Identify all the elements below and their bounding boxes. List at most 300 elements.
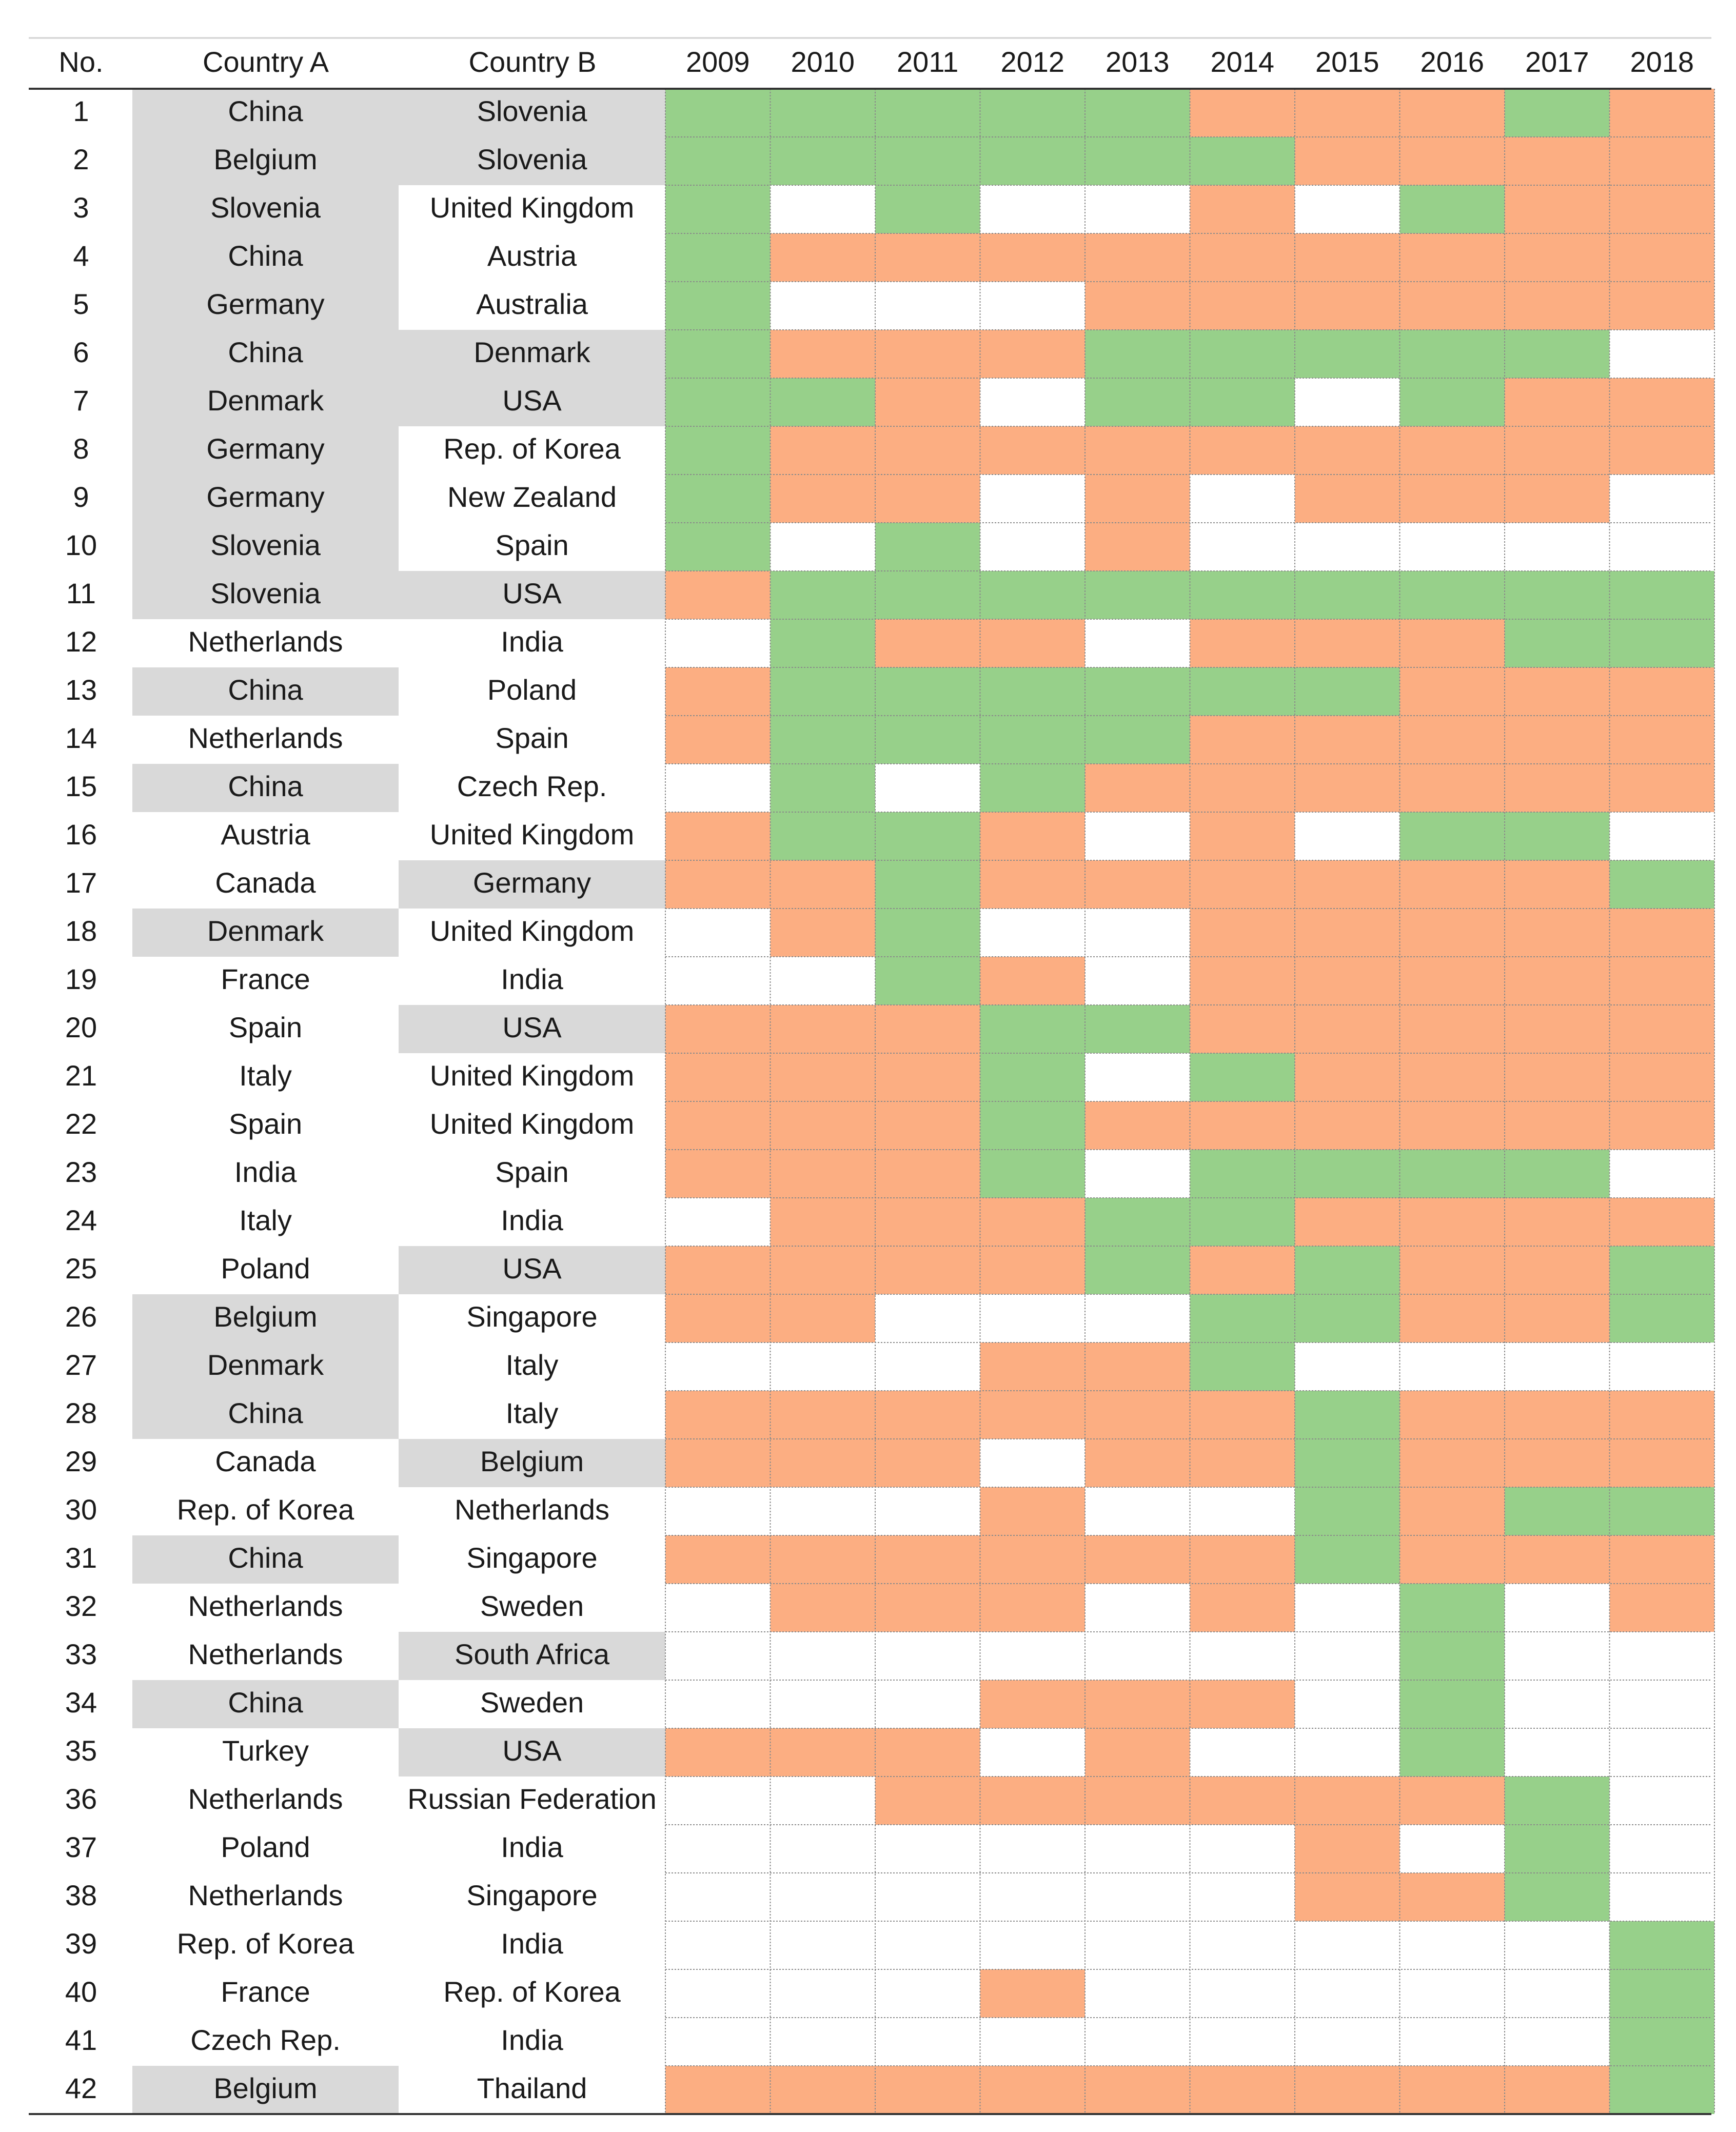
heat-cell <box>1505 1776 1610 1825</box>
heat-cell <box>665 233 771 282</box>
heat-cell <box>1610 1246 1715 1294</box>
header-no: No. <box>58 45 104 78</box>
heat-cell <box>1295 1487 1400 1535</box>
heat-cell <box>875 764 980 812</box>
heat-cell <box>875 860 980 909</box>
heat-cell <box>771 1294 876 1343</box>
heat-cell <box>771 89 876 137</box>
heat-cell <box>1610 1632 1715 1680</box>
country-b-label: Singapore <box>466 1541 598 1574</box>
heat-cell <box>875 716 980 764</box>
country-b-label: Thailand <box>477 2071 587 2104</box>
country-b-label: USA <box>502 577 562 609</box>
heat-cell <box>1505 2066 1610 2114</box>
row-number: 30 <box>65 1493 97 1526</box>
heat-cell <box>980 330 1086 378</box>
heat-cell <box>1190 233 1295 282</box>
heat-cell <box>1505 523 1610 571</box>
heat-cell <box>875 1680 980 1728</box>
heat-cell <box>1505 1728 1610 1776</box>
heat-cell <box>665 909 771 957</box>
heat-cell <box>665 2018 771 2066</box>
heat-cell <box>1610 1005 1715 1053</box>
heat-cell <box>1505 1005 1610 1053</box>
heat-cell <box>1085 233 1190 282</box>
heat-cell <box>1295 1535 1400 1584</box>
heat-cell <box>1085 1439 1190 1487</box>
country-b-label: Sweden <box>480 1686 584 1719</box>
heat-cell <box>875 523 980 571</box>
heat-cell <box>1085 185 1190 233</box>
heat-cell <box>1085 909 1190 957</box>
heat-cell <box>1505 1053 1610 1101</box>
heat-cell <box>1610 667 1715 716</box>
heat-cell <box>875 1535 980 1584</box>
heat-cell <box>980 1343 1086 1391</box>
heat-cell <box>665 1921 771 1969</box>
heat-cell <box>665 619 771 667</box>
heat-cell <box>1400 1535 1505 1584</box>
heat-cell <box>1610 1584 1715 1632</box>
heat-cell <box>771 1825 876 1873</box>
heat-cell <box>875 1632 980 1680</box>
heat-cell <box>1085 523 1190 571</box>
row-number: 7 <box>73 384 89 417</box>
row-number: 21 <box>65 1059 97 1092</box>
heat-cell <box>771 137 876 185</box>
heat-cell <box>1295 860 1400 909</box>
heat-cell <box>1085 89 1190 137</box>
heat-cell <box>1190 1921 1295 1969</box>
row-number: 39 <box>65 1927 97 1960</box>
heat-cell <box>1505 378 1610 426</box>
heat-cell <box>665 1873 771 1921</box>
heat-cell <box>665 1487 771 1535</box>
heat-cell <box>771 909 876 957</box>
heat-cell <box>1295 2066 1400 2114</box>
heat-cell <box>771 1487 876 1535</box>
heat-cell <box>1190 426 1295 475</box>
header-country-a: Country A <box>203 45 329 78</box>
heat-cell <box>1085 1776 1190 1825</box>
heat-cell <box>1505 185 1610 233</box>
country-a-label: Canada <box>215 1445 316 1477</box>
heat-cell <box>980 2066 1086 2114</box>
heat-cell <box>1505 764 1610 812</box>
heat-cell <box>1190 1776 1295 1825</box>
heat-cell <box>771 2066 876 2114</box>
heat-cell <box>1400 1921 1505 1969</box>
country-a-label: Poland <box>221 1252 310 1285</box>
heat-cell <box>771 1921 876 1969</box>
country-a-label: Netherlands <box>188 1782 343 1815</box>
heat-cell <box>1610 1391 1715 1439</box>
country-b-label: Netherlands <box>455 1493 609 1526</box>
heat-cell <box>875 2066 980 2114</box>
year-header-2011: 2011 <box>897 45 959 78</box>
heat-cell <box>771 1535 876 1584</box>
heat-cell <box>1610 1439 1715 1487</box>
heat-cell <box>1295 1246 1400 1294</box>
row-number: 11 <box>66 577 96 609</box>
heat-cell <box>1610 426 1715 475</box>
heat-cell <box>1190 764 1295 812</box>
heat-cell <box>1505 1969 1610 2018</box>
heat-cell <box>771 716 876 764</box>
heat-cell <box>1085 475 1190 523</box>
heat-cell <box>980 1873 1086 1921</box>
heat-cell <box>1610 957 1715 1005</box>
country-a-label: Czech Rep. <box>190 2023 341 2056</box>
heat-cell <box>1190 1487 1295 1535</box>
heat-cell <box>1085 1969 1190 2018</box>
heat-cell <box>771 667 876 716</box>
heat-cell <box>1610 1053 1715 1101</box>
heat-cell <box>875 1198 980 1246</box>
country-b-label: Slovenia <box>477 143 587 175</box>
row-number: 36 <box>65 1782 97 1815</box>
row-number: 32 <box>65 1589 97 1622</box>
row-number: 22 <box>65 1107 97 1140</box>
heat-cell <box>875 1150 980 1198</box>
country-a-label: Netherlands <box>188 1879 343 1911</box>
heat-cell <box>980 1005 1086 1053</box>
heat-cell <box>1505 1343 1610 1391</box>
heat-cell <box>875 1101 980 1150</box>
heat-cell <box>1085 1246 1190 1294</box>
heat-cell <box>1610 1873 1715 1921</box>
heat-cell <box>771 1439 876 1487</box>
country-b-label: South Africa <box>455 1637 609 1670</box>
heat-cell <box>665 523 771 571</box>
row-number: 4 <box>73 239 89 272</box>
heat-cell <box>665 1825 771 1873</box>
heat-cell <box>1505 619 1610 667</box>
heat-cell <box>1190 523 1295 571</box>
row-number: 40 <box>65 1975 97 2008</box>
country-a-label: Netherlands <box>188 1637 343 1670</box>
country-a-label: China <box>228 1396 303 1429</box>
heat-cell <box>665 1246 771 1294</box>
heat-cell <box>1190 667 1295 716</box>
country-b-label: India <box>501 2023 563 2056</box>
heat-cell <box>1400 185 1505 233</box>
heat-cell <box>1085 1680 1190 1728</box>
country-a-label: Austria <box>221 818 310 851</box>
heat-cell <box>875 1487 980 1535</box>
country-b-label: Spain <box>495 1155 569 1188</box>
heat-cell <box>1400 1632 1505 1680</box>
heat-cell <box>771 812 876 860</box>
heat-cell <box>1085 1873 1190 1921</box>
heat-cell <box>1190 137 1295 185</box>
heat-cell <box>980 957 1086 1005</box>
heat-cell <box>1190 2066 1295 2114</box>
heat-cell <box>980 282 1086 330</box>
heat-cell <box>875 667 980 716</box>
heat-cell <box>1190 2018 1295 2066</box>
heat-cell <box>875 233 980 282</box>
heat-cell <box>665 2066 771 2114</box>
country-a-label: Germany <box>206 480 325 513</box>
heat-cell <box>1295 1294 1400 1343</box>
heat-cell <box>1400 571 1505 619</box>
row-number: 23 <box>65 1155 97 1188</box>
heat-cell <box>1190 1632 1295 1680</box>
heat-cell <box>875 812 980 860</box>
row-number: 38 <box>65 1879 97 1911</box>
row-number: 9 <box>73 480 89 513</box>
heat-cell <box>665 1439 771 1487</box>
heat-cell <box>1085 860 1190 909</box>
heat-cell <box>875 1053 980 1101</box>
row-number: 8 <box>73 432 89 465</box>
heat-cell <box>1610 523 1715 571</box>
country-b-label: Czech Rep. <box>457 769 607 802</box>
heat-cell <box>875 282 980 330</box>
heat-cell <box>1505 860 1610 909</box>
country-a-label: Rep. of Korea <box>176 1493 354 1526</box>
heat-cell <box>1610 282 1715 330</box>
heat-cell <box>1295 1439 1400 1487</box>
country-a-label: Belgium <box>213 1300 318 1333</box>
heat-cell <box>1610 1487 1715 1535</box>
heat-cell <box>771 1198 876 1246</box>
heat-cell <box>771 1776 876 1825</box>
heat-cell <box>1400 330 1505 378</box>
heat-cell <box>771 957 876 1005</box>
country-a-label: Slovenia <box>210 191 321 224</box>
heat-cell <box>771 523 876 571</box>
row-number: 31 <box>65 1541 97 1574</box>
country-b-label: Rep. of Korea <box>443 1975 621 2008</box>
heat-cell <box>1085 330 1190 378</box>
heat-cell <box>1505 330 1610 378</box>
heat-cell <box>1295 1584 1400 1632</box>
heat-cell <box>1505 1632 1610 1680</box>
heat-cell <box>1400 475 1505 523</box>
heat-cell <box>665 1101 771 1150</box>
heat-cell <box>665 1535 771 1584</box>
country-b-label: USA <box>502 1011 562 1043</box>
country-b-label: Australia <box>476 287 588 320</box>
heat-cell <box>1610 1969 1715 2018</box>
row-number: 1 <box>73 94 89 127</box>
heat-cell <box>875 1921 980 1969</box>
heat-cell <box>665 1776 771 1825</box>
heat-cell <box>1505 716 1610 764</box>
heat-cell <box>1505 1535 1610 1584</box>
heat-cell <box>1295 1053 1400 1101</box>
heat-cell <box>665 812 771 860</box>
country-b-label: Rep. of Korea <box>443 432 621 465</box>
country-a-label: China <box>228 769 303 802</box>
heat-cell <box>1085 2018 1190 2066</box>
heat-cell <box>1190 1246 1295 1294</box>
heat-cell <box>1295 378 1400 426</box>
heat-cell <box>1400 1198 1505 1246</box>
heat-cell <box>1085 1921 1190 1969</box>
country-a-label: Netherlands <box>188 721 343 754</box>
row-number: 25 <box>65 1252 97 1285</box>
heat-cell <box>1190 1584 1295 1632</box>
heat-cell <box>1295 282 1400 330</box>
row-number: 33 <box>65 1637 97 1670</box>
heat-cell <box>875 1005 980 1053</box>
country-b-label: Russian Federation <box>407 1782 657 1815</box>
country-a-label: Rep. of Korea <box>176 1927 354 1960</box>
heat-cell <box>1505 1198 1610 1246</box>
country-b-label: Sweden <box>480 1589 584 1622</box>
heat-cell <box>1610 909 1715 957</box>
heat-cell <box>771 1873 876 1921</box>
country-a-label: Belgium <box>213 2071 318 2104</box>
country-b-label: United Kingdom <box>429 191 635 224</box>
row-number: 2 <box>73 143 89 175</box>
heat-cell <box>1085 764 1190 812</box>
heat-cell <box>771 185 876 233</box>
heat-cell <box>1085 571 1190 619</box>
heat-cell <box>875 1439 980 1487</box>
heat-cell <box>1610 1150 1715 1198</box>
heat-cell <box>1190 1969 1295 2018</box>
row-number: 6 <box>73 335 89 368</box>
heat-cell <box>1190 571 1295 619</box>
heat-cell <box>771 1969 876 2018</box>
heat-cell <box>1610 378 1715 426</box>
heat-cell <box>1295 1343 1400 1391</box>
heat-cell <box>1400 1101 1505 1150</box>
heat-cell <box>1190 812 1295 860</box>
heat-cell <box>1610 1680 1715 1728</box>
year-header-2016: 2016 <box>1420 45 1485 78</box>
heat-cell <box>1190 716 1295 764</box>
heat-cell <box>1610 716 1715 764</box>
country-b-label: Spain <box>495 528 569 561</box>
country-b-label: USA <box>502 1734 562 1767</box>
heat-cell <box>1505 667 1610 716</box>
country-a-label: Germany <box>206 287 325 320</box>
country-b-label: New Zealand <box>447 480 617 513</box>
heat-cell <box>1505 1391 1610 1439</box>
row-number: 35 <box>65 1734 97 1767</box>
heat-cell <box>1400 716 1505 764</box>
heat-cell <box>1610 764 1715 812</box>
heat-cell <box>1610 1776 1715 1825</box>
heat-cell <box>1085 1150 1190 1198</box>
heat-cell <box>1610 2066 1715 2114</box>
heat-cell <box>665 1969 771 2018</box>
heat-cell <box>771 764 876 812</box>
country-a-label: Denmark <box>207 1348 324 1381</box>
heat-cell <box>1400 909 1505 957</box>
heat-cell <box>1295 1391 1400 1439</box>
heat-cell <box>1295 1776 1400 1825</box>
heat-cell <box>665 1150 771 1198</box>
heat-cell <box>771 330 876 378</box>
heat-cell <box>1400 233 1505 282</box>
heat-cell <box>1400 812 1505 860</box>
country-b-label: United Kingdom <box>429 1107 635 1140</box>
heat-cell <box>665 475 771 523</box>
heat-cell <box>980 812 1086 860</box>
heat-cell <box>1295 475 1400 523</box>
heat-cell <box>1610 137 1715 185</box>
row-number: 41 <box>65 2023 97 2056</box>
heat-cell <box>980 426 1086 475</box>
heat-cell <box>1610 1728 1715 1776</box>
heat-cell <box>1505 137 1610 185</box>
heat-cell <box>1085 1535 1190 1584</box>
heat-cell <box>980 764 1086 812</box>
country-b-label: India <box>501 1830 563 1863</box>
row-number: 17 <box>65 866 97 899</box>
heat-cell <box>1295 1005 1400 1053</box>
heat-cell <box>980 1584 1086 1632</box>
heat-cell <box>1505 233 1610 282</box>
country-b-label: United Kingdom <box>429 914 635 947</box>
country-b-label: India <box>501 625 563 658</box>
country-a-label: China <box>228 1541 303 1574</box>
heat-cell <box>1505 2018 1610 2066</box>
row-number: 3 <box>73 191 89 224</box>
country-a-label: Italy <box>239 1203 292 1236</box>
heat-cell <box>1190 1728 1295 1776</box>
heat-cell <box>875 1343 980 1391</box>
row-number: 16 <box>65 818 97 851</box>
year-header-2012: 2012 <box>1000 45 1065 78</box>
heat-cell <box>1505 475 1610 523</box>
heat-cell <box>1610 1825 1715 1873</box>
country-b-label: Belgium <box>480 1445 584 1477</box>
heat-cell <box>1295 1680 1400 1728</box>
country-a-label: Germany <box>206 432 325 465</box>
heat-cell <box>1085 1584 1190 1632</box>
heat-cell <box>771 571 876 619</box>
heat-cell <box>980 137 1086 185</box>
heat-cell <box>665 1053 771 1101</box>
heat-cell <box>1505 909 1610 957</box>
year-header-2018: 2018 <box>1630 45 1694 78</box>
heat-cell <box>771 233 876 282</box>
heat-cell <box>1190 378 1295 426</box>
heat-cell <box>875 378 980 426</box>
heat-cell <box>875 1391 980 1439</box>
heat-cell <box>875 1873 980 1921</box>
country-a-label: Denmark <box>207 914 324 947</box>
heat-cell <box>665 860 771 909</box>
heat-cell <box>1400 1776 1505 1825</box>
heat-cell <box>1610 860 1715 909</box>
heat-cell <box>1505 1825 1610 1873</box>
heat-cell <box>1085 378 1190 426</box>
heat-cell <box>980 89 1086 137</box>
heat-cell <box>980 1391 1086 1439</box>
country-a-label: Denmark <box>207 384 324 417</box>
heat-cell <box>1085 1632 1190 1680</box>
heat-cell <box>875 89 980 137</box>
heat-cell <box>665 89 771 137</box>
heat-cell <box>875 475 980 523</box>
country-a-label: Italy <box>239 1059 292 1092</box>
heat-cell <box>980 1439 1086 1487</box>
heat-cell <box>1085 1294 1190 1343</box>
heat-cell <box>1400 957 1505 1005</box>
country-a-label: France <box>221 1975 310 2008</box>
heat-cell <box>980 475 1086 523</box>
heat-cell <box>1085 1343 1190 1391</box>
heat-cell <box>1190 1101 1295 1150</box>
